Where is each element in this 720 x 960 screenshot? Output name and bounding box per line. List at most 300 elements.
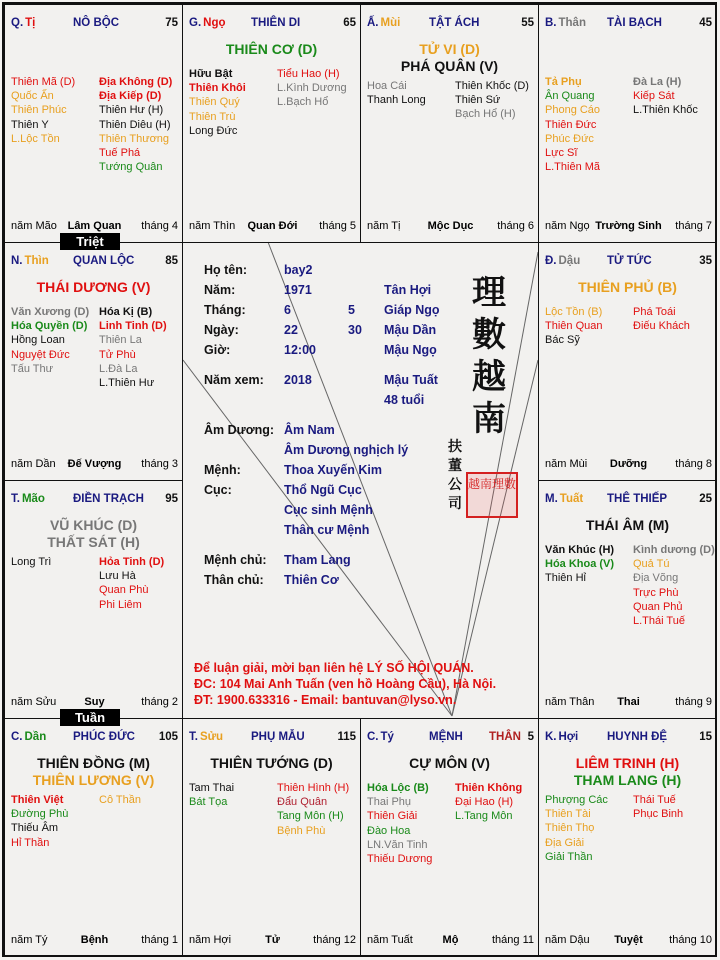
palace-age: 5 — [527, 731, 534, 743]
star: Bạch Hổ (H) — [455, 108, 516, 121]
palace-month: tháng 6 — [497, 220, 534, 232]
main-star: THIÊN CƠ (D) — [225, 41, 318, 57]
minor-stars-right — [99, 305, 167, 390]
palace-chi: Mão — [21, 493, 45, 505]
star: Thiên La — [99, 334, 142, 347]
main-star: THÁI ÂM (M) — [585, 517, 670, 533]
star: Thiên Thương — [99, 132, 170, 145]
palace-cell-tuat[interactable] — [538, 480, 717, 719]
menh-chu-value: Tham Lang — [284, 553, 351, 567]
palace-age: 95 — [165, 493, 178, 505]
star: L.Bạch Hổ — [277, 96, 329, 109]
star: LN.Văn Tinh — [367, 838, 428, 851]
palace-age: 45 — [699, 17, 712, 29]
star: Đại Hao (H) — [455, 796, 514, 809]
palace-chi: Thân — [558, 17, 586, 29]
palace-can: G. Ngọ — [189, 17, 226, 29]
star: Cô Thần — [99, 794, 141, 806]
palace-footer — [545, 458, 712, 472]
star: Thiên Thọ — [545, 822, 595, 835]
star: Hóa Khoa (V) — [545, 558, 615, 571]
star: Long Đức — [189, 124, 238, 137]
palace-stage: Trường Sinh — [595, 220, 662, 232]
menh-chu-label: Mệnh chủ: — [204, 553, 267, 567]
star: Thiên Mã (D) — [11, 76, 76, 88]
minor-stars-right — [633, 305, 690, 333]
logo-cjk-title: 理 數 越 南 — [472, 273, 506, 439]
main-star: THIÊN TƯỚNG (D) — [210, 755, 333, 771]
palace-chi: Thìn — [24, 255, 49, 267]
tuoi: 48 tuổi — [384, 393, 425, 407]
star: Địa Võng — [633, 572, 679, 585]
palace-age: 55 — [521, 17, 534, 29]
star: Nguyệt Đức — [11, 348, 70, 361]
main-stars — [183, 41, 360, 58]
palace-can: C. Tý — [367, 731, 394, 743]
contact-line-1: Để luận giải, mời bạn liên hệ LÝ SỐ HỘI QUÁN. — [194, 661, 474, 675]
star: Thiên Không — [455, 782, 523, 794]
palace-age: 25 — [699, 493, 712, 505]
main-stars — [5, 517, 182, 551]
palace-can: B. Thân — [545, 17, 586, 29]
palace-name: HUYNH ĐỆ — [607, 731, 668, 743]
minor-stars-left — [545, 543, 614, 586]
palace-can: C. Dần — [11, 731, 47, 743]
palace-stage: Quan Đới — [247, 220, 298, 232]
am-duong-value: Âm Nam — [284, 423, 335, 437]
palace-year: năm Thìn — [189, 220, 236, 232]
palace-month: tháng 9 — [675, 696, 712, 708]
star: Thiếu Âm — [11, 822, 59, 835]
star: Quan Phủ — [633, 600, 683, 613]
star: Đẩu Quân — [277, 796, 328, 809]
star: Tướng Quân — [99, 161, 163, 174]
palace-year: năm Thân — [545, 696, 595, 708]
star: L.Đà La — [99, 362, 138, 375]
minor-stars-left — [545, 793, 608, 864]
star: Kiếp Sát — [633, 90, 675, 103]
palace-year: năm Tuất — [367, 934, 413, 946]
palace-stage: Đế Vượng — [67, 458, 122, 470]
star: Thiên Sứ — [455, 94, 501, 107]
cuc-note-1: Cục sinh Mệnh — [284, 503, 373, 517]
main-star: THẤT SÁT (H) — [47, 534, 140, 550]
palace-year: năm Tý — [11, 934, 48, 946]
palace-year: năm Dần — [11, 458, 56, 470]
main-stars — [539, 755, 716, 789]
palace-footer — [545, 934, 712, 948]
palace-header — [545, 493, 712, 507]
star: Thiên Y — [11, 118, 49, 131]
palace-name: PHỤ MẪU — [251, 731, 305, 743]
contact-line-3[interactable]: ĐT: 1900.633316 - Email: bantuvan@lyso.vn. — [194, 693, 457, 707]
palace-age: 85 — [165, 255, 178, 267]
minor-stars-left — [367, 781, 432, 866]
star: Phong Cáo — [545, 104, 601, 117]
star: Lộc Tồn (B) — [545, 306, 603, 318]
nam-xem-label: Năm xem: — [204, 373, 264, 387]
palace-year: năm Mùi — [545, 458, 588, 470]
palace-can: T. Mão — [11, 493, 45, 505]
star: Bệnh Phù — [277, 824, 326, 837]
nam-label: Năm: — [204, 283, 236, 297]
cuc-label: Cục: — [204, 483, 232, 497]
star: L.Kình Dương — [277, 82, 347, 95]
cuc-note-2: Thân cư Mệnh — [284, 523, 370, 537]
minor-stars-right — [455, 79, 529, 122]
palace-stage: Tử — [265, 934, 280, 946]
palace-stage: Dưỡng — [609, 458, 648, 470]
ngay-label: Ngày: — [204, 323, 239, 337]
star: Phục Binh — [633, 808, 684, 821]
star: L.Thái Tuế — [633, 615, 685, 628]
minor-stars-right — [455, 781, 522, 824]
palace-header — [545, 17, 712, 31]
star: Long Trì — [11, 556, 52, 568]
main-stars — [5, 755, 182, 789]
palace-chi: Tuất — [559, 493, 584, 505]
nam-xem-value: 2018 — [284, 373, 312, 387]
minor-stars-right — [633, 793, 683, 821]
palace-year: năm Ngọ — [545, 220, 590, 232]
palace-header — [545, 731, 712, 745]
palace-cell-mao[interactable] — [4, 480, 183, 719]
palace-age: 35 — [699, 255, 712, 267]
palace-name: THIÊN DI — [251, 17, 301, 29]
main-star: THÁI DƯƠNG (V) — [36, 279, 151, 295]
palace-can: Q. Tị — [11, 17, 36, 29]
palace-cell-ngo[interactable] — [182, 4, 361, 243]
star: Hồng Loan — [11, 334, 65, 347]
palace-month: tháng 3 — [141, 458, 178, 470]
gio-label: Giờ: — [204, 343, 231, 357]
triet-tag: Triệt — [60, 233, 120, 250]
main-star: CỰ MÔN (V) — [409, 755, 490, 771]
cuc-value: Thổ Ngũ Cục — [284, 483, 362, 497]
minor-stars-right — [633, 75, 698, 118]
palace-footer — [545, 696, 712, 710]
palace-year: năm Dậu — [545, 934, 590, 946]
palace-footer — [189, 220, 356, 234]
star: Thiên Đức — [545, 118, 597, 131]
palace-header — [545, 255, 712, 269]
palace-month: tháng 5 — [319, 220, 356, 232]
palace-header — [367, 731, 534, 745]
main-stars — [539, 279, 716, 296]
star: Thiếu Dương — [367, 853, 433, 866]
palace-stage: Mộ — [442, 934, 459, 946]
star: Phá Toái — [633, 306, 676, 318]
main-star: PHÁ QUÂN (V) — [400, 58, 499, 74]
palace-footer — [11, 220, 178, 234]
star: Giải Thần — [545, 850, 593, 863]
palace-can: K. Hợi — [545, 731, 579, 743]
palace-name: ĐIỀN TRẠCH — [73, 493, 144, 505]
minor-stars-left — [11, 75, 75, 146]
palace-stage: Tuyệt — [614, 934, 643, 946]
palace-chi: Dần — [24, 731, 47, 743]
ho-ten-label: Họ tên: — [204, 263, 248, 277]
palace-cell-dan[interactable] — [4, 718, 183, 957]
palace-name: QUAN LỘC — [73, 255, 135, 267]
palace-name: TỬ TỨC — [607, 255, 652, 267]
palace-cell-suu[interactable] — [182, 718, 361, 957]
star: Bác Sỹ — [545, 334, 580, 347]
palace-header — [11, 17, 178, 31]
than-chu-label: Thân chủ: — [204, 573, 264, 587]
palace-age: 15 — [699, 731, 712, 743]
star: Tả Phụ — [545, 76, 582, 88]
palace-age: 115 — [337, 731, 356, 743]
than-chu-value: Thiên Cơ — [284, 573, 339, 587]
gio-can-chi: Mậu Ngọ — [384, 343, 437, 357]
palace-chi: Tý — [380, 731, 394, 743]
star: Thai Phụ — [367, 796, 412, 809]
palace-month: tháng 4 — [141, 220, 178, 232]
main-star: LIÊM TRINH (H) — [575, 755, 680, 771]
star: Văn Khúc (H) — [545, 544, 615, 556]
nam-xem-can-chi: Mậu Tuất — [384, 373, 438, 387]
palace-name: PHÚC ĐỨC — [73, 731, 135, 743]
minor-stars-left — [11, 305, 89, 376]
palace-chi: Hợi — [558, 731, 579, 743]
palace-header — [11, 731, 178, 745]
palace-month: tháng 8 — [675, 458, 712, 470]
ngay-can-chi: Mậu Dần — [384, 323, 437, 337]
palace-age: 65 — [343, 17, 356, 29]
palace-cell-than[interactable] — [538, 4, 717, 243]
menh-label: Mệnh: — [204, 463, 241, 477]
star: Thái Tuế — [633, 794, 676, 806]
palace-footer — [11, 696, 178, 710]
palace-can: Đ. Dậu — [545, 255, 581, 267]
thang-label: Tháng: — [204, 303, 246, 317]
main-stars — [183, 755, 360, 772]
main-star: VŨ KHÚC (D) — [49, 517, 138, 533]
star: Đường Phù — [11, 808, 69, 821]
star: L.Thiên Khốc — [633, 104, 698, 117]
palace-chi: Tị — [25, 17, 36, 29]
palace-footer — [545, 220, 712, 234]
palace-cell-ty[interactable] — [4, 4, 183, 243]
am-duong-note: Âm Dương nghịch lý — [284, 443, 409, 457]
palace-year: năm Tị — [367, 220, 401, 232]
palace-name: MỆNH — [429, 731, 463, 743]
main-stars — [539, 517, 716, 534]
minor-stars-right — [99, 555, 164, 612]
star: Lưu Hà — [99, 570, 136, 583]
palace-year: năm Hợi — [189, 934, 232, 946]
star: L.Thiên Mã — [545, 161, 601, 174]
star: Lực Sĩ — [545, 147, 578, 160]
star: L.Tang Môn — [455, 810, 513, 823]
minor-stars-right — [277, 781, 349, 838]
star: Điếu Khách — [633, 320, 690, 333]
star: Kình dương (D) — [633, 544, 715, 556]
palace-header — [11, 493, 178, 507]
palace-stage: Thai — [617, 696, 640, 708]
palace-can: N. Thìn — [11, 255, 49, 267]
menh-value: Thoa Xuyến Kim — [284, 463, 382, 477]
palace-footer — [11, 934, 178, 948]
star: Tam Thai — [189, 782, 235, 794]
star: Phi Liêm — [99, 598, 142, 611]
star: Thiên Diêu (H) — [99, 118, 171, 131]
main-star: THIÊN ĐỒNG (M) — [37, 755, 150, 771]
palace-chi: Mùi — [380, 17, 401, 29]
star: Thiên Trù — [189, 110, 236, 123]
palace-stage: Mộc Dục — [427, 220, 474, 232]
palace-month: tháng 2 — [141, 696, 178, 708]
palace-year: năm Mão — [11, 220, 57, 232]
star: Hóa Quyền (D) — [11, 320, 88, 333]
star: Quốc Ấn — [11, 90, 54, 103]
minor-stars-right — [633, 543, 715, 628]
palace-cell-dau[interactable] — [538, 242, 717, 481]
palace-month: tháng 11 — [491, 934, 534, 946]
star: Thiên Quý — [189, 96, 240, 109]
palace-header — [189, 731, 356, 745]
palace-header — [189, 17, 356, 31]
tuan-tag: Tuần — [60, 709, 120, 726]
ngay-am: 30 — [348, 323, 362, 337]
minor-stars-left — [189, 67, 246, 138]
minor-stars-right — [99, 793, 141, 807]
thang-duong: 6 — [284, 303, 291, 317]
star: Đào Hoa — [367, 824, 411, 837]
star: Văn Xương (D) — [11, 306, 90, 318]
star: Hữu Bật — [189, 68, 233, 80]
minor-stars-left — [189, 781, 234, 809]
star: Hóa Lộc (B) — [367, 782, 429, 794]
than-marker: THÂN — [489, 731, 521, 743]
palace-cell-tyy[interactable] — [360, 718, 539, 957]
palace-footer — [11, 458, 178, 472]
star: Thiên Tài — [545, 808, 591, 821]
star: Tử Phù — [99, 348, 136, 361]
star: Tiểu Hao (H) — [277, 68, 340, 80]
center-info-panel — [182, 240, 538, 718]
minor-stars-left — [11, 555, 51, 569]
minor-stars-left — [11, 793, 68, 850]
star: L.Thiên Hư — [99, 377, 155, 390]
star: Thiên Hình (H) — [277, 782, 350, 794]
palace-name: THÊ THIẾP — [607, 493, 668, 505]
star: Thiên Giải — [367, 810, 418, 823]
star: Trực Phù — [633, 586, 679, 599]
star: Thiên Khốc (D) — [455, 80, 529, 92]
palace-can: Ấ. Mùi — [367, 17, 401, 29]
palace-footer — [367, 934, 534, 948]
palace-can: T. Sửu — [189, 731, 223, 743]
am-duong-label: Âm Dương: — [204, 423, 275, 437]
star: Địa Kiếp (D) — [99, 90, 162, 103]
star: Tang Môn (H) — [277, 810, 344, 823]
star: Thiên Hỉ — [545, 572, 586, 585]
star: Bát Tọa — [189, 796, 228, 809]
palace-stage: Bệnh — [80, 934, 109, 946]
palace-chi: Ngọ — [203, 17, 226, 29]
nam-value: 1971 — [284, 283, 312, 297]
palace-name: TÀI BẠCH — [607, 17, 662, 29]
star: Hóa Kị (B) — [99, 306, 153, 318]
palace-cell-thin[interactable] — [4, 242, 183, 481]
star: Quan Phù — [99, 584, 149, 597]
palace-cell-mui[interactable] — [360, 4, 539, 243]
star: Tuế Phá — [99, 147, 141, 160]
star: Địa Giải — [545, 836, 585, 849]
star: Phúc Đức — [545, 132, 594, 145]
red-seal-stamp: 越南理數 — [466, 472, 518, 518]
thang-am: 5 — [348, 303, 355, 317]
palace-month: tháng 7 — [675, 220, 712, 232]
contact-info — [194, 660, 496, 708]
palace-cell-hoi[interactable] — [538, 718, 717, 957]
star: L.Lộc Tồn — [11, 132, 60, 145]
minor-stars-right — [99, 75, 172, 174]
palace-year: năm Sửu — [11, 696, 57, 708]
palace-footer — [367, 220, 534, 234]
minor-stars-left — [545, 75, 600, 174]
main-star: THAM LANG (H) — [573, 772, 682, 788]
main-star: TỬ VI (D) — [419, 41, 480, 57]
palace-age: 105 — [158, 731, 178, 743]
main-stars — [5, 279, 182, 296]
star: Tấu Thư — [11, 362, 54, 375]
main-stars — [361, 755, 538, 772]
palace-month: tháng 1 — [141, 934, 178, 946]
palace-chi: Sửu — [199, 731, 223, 743]
palace-age: 75 — [165, 17, 178, 29]
palace-name: NÔ BỘC — [73, 17, 119, 29]
star: Hỏa Tinh (D) — [99, 556, 165, 568]
palace-month: tháng 12 — [313, 934, 356, 946]
palace-name: TẬT ÁCH — [429, 17, 480, 29]
palace-footer — [189, 934, 356, 948]
star: Địa Không (D) — [99, 76, 173, 88]
star: Quả Tú — [633, 558, 670, 571]
palace-chi: Dậu — [558, 255, 581, 267]
palace-header — [367, 17, 534, 31]
palace-stage: Suy — [84, 696, 105, 708]
star: Thiên Việt — [11, 794, 64, 806]
main-star: THIÊN PHỦ (B) — [578, 279, 677, 295]
palace-stage: Lâm Quan — [67, 220, 122, 232]
star: Hỉ Thần — [11, 836, 50, 849]
main-stars — [361, 41, 538, 75]
gio-value: 12:00 — [284, 343, 316, 357]
star: Thanh Long — [367, 94, 426, 107]
star: Ân Quang — [545, 90, 595, 103]
star: Thiên Quan — [545, 320, 603, 333]
ngay-duong: 22 — [284, 323, 298, 337]
main-star: THIÊN LƯƠNG (V) — [32, 772, 155, 788]
star: Hoa Cái — [367, 80, 407, 92]
palace-month: tháng 10 — [669, 934, 712, 946]
thang-can-chi: Giáp Ngọ — [384, 303, 440, 317]
star: Thiên Hư (H) — [99, 104, 164, 117]
star: Phượng Các — [545, 794, 608, 806]
logo-cjk-sub: 扶 董 公 司 — [448, 439, 462, 512]
palace-can: M. Tuất — [545, 493, 584, 505]
star: Đà La (H) — [633, 76, 682, 88]
contact-line-2: ĐC: 104 Mai Anh Tuấn (ven hồ Hoàng Cầu), Hà Nội. — [194, 677, 497, 691]
nam-can-chi: Tân Hợi — [384, 283, 432, 297]
minor-stars-left — [545, 305, 602, 348]
minor-stars-left — [367, 79, 426, 107]
star: Thiên Khôi — [189, 82, 246, 95]
minor-stars-right — [277, 67, 347, 110]
